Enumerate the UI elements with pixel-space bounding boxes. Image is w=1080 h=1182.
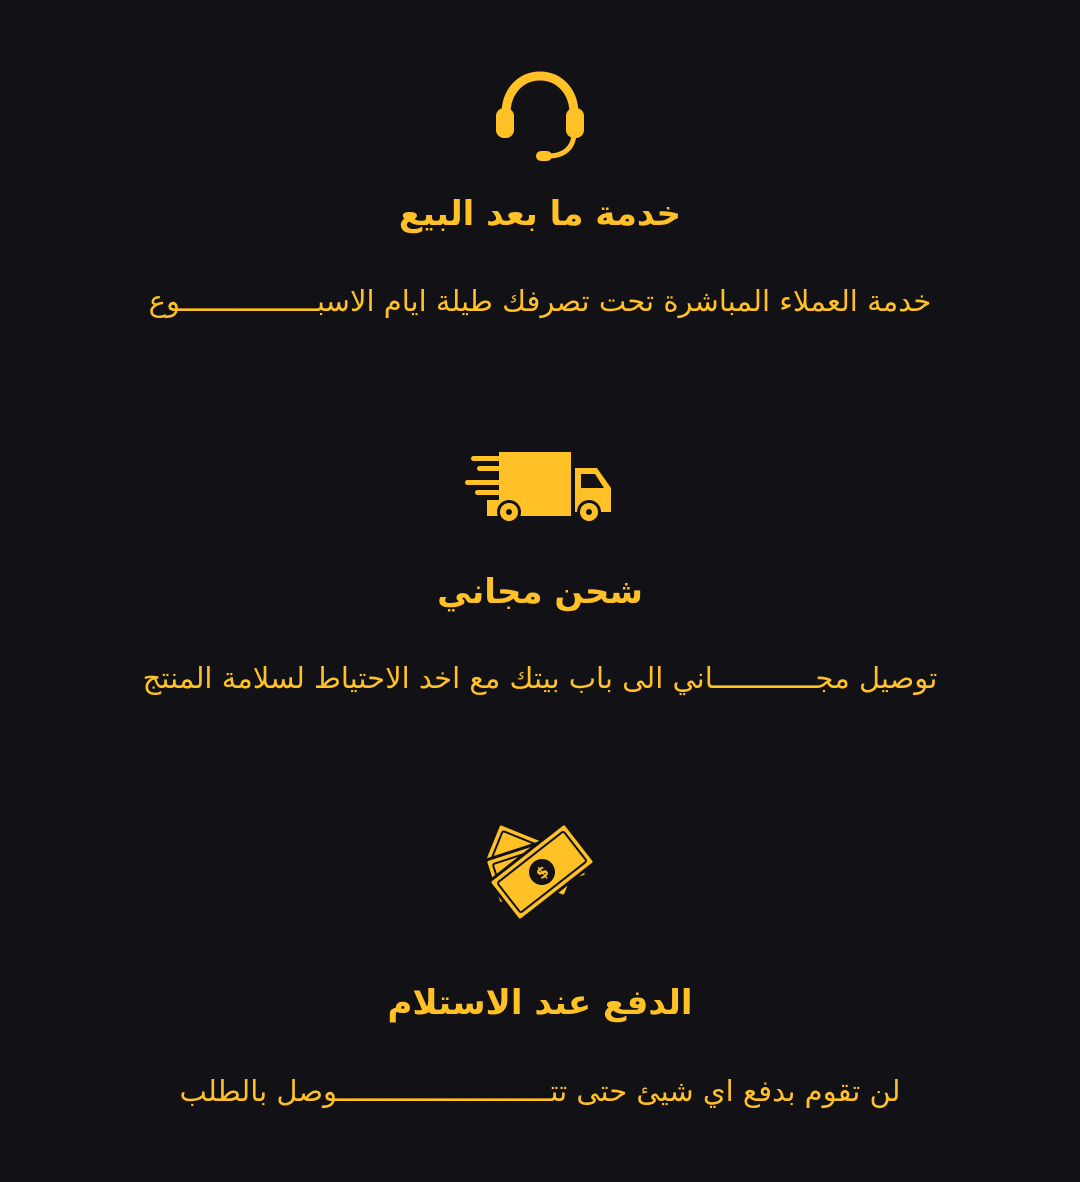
delivery-truck-icon	[465, 446, 615, 528]
money-icon-wrap	[0, 812, 1080, 926]
feature-description: لن تقوم بدفع اي شيئ حتى تتـــــــــــــــــــــــــوصل بالطلب	[179, 1074, 901, 1108]
truck-icon-wrap	[0, 446, 1080, 528]
feature-title: الدفع عند الاستلام	[387, 983, 693, 1023]
feature-description: توصيل مجــــــــــــاني الى باب بيتك مع اخد الاحتياط لسلامة المنتج	[142, 661, 938, 695]
feature-title: خدمة ما بعد البيع	[398, 194, 682, 234]
feature-description: خدمة العملاء المباشرة تحت تصرفك طيلة ايام الاسبــــــــــــــــوع	[148, 284, 932, 318]
money-bills-icon	[482, 812, 598, 926]
feature-title: شحن مجاني	[437, 572, 643, 612]
svg-text:$: $	[532, 861, 553, 884]
headset-icon	[494, 68, 586, 166]
headset-icon-wrap	[0, 68, 1080, 166]
